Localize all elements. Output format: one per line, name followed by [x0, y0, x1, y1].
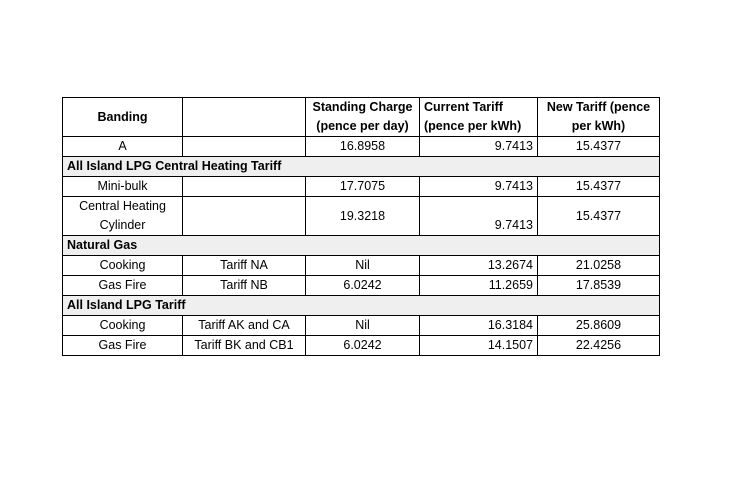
- cell-banding: Cooking: [63, 256, 183, 276]
- table-row: [63, 336, 660, 356]
- section-row: [63, 157, 660, 177]
- cell-current-tariff: 11.2659: [420, 276, 538, 296]
- header-current-tariff-line2: (pence per kWh): [424, 119, 522, 133]
- cell-tariff-code: [183, 197, 306, 236]
- cell-banding: Cooking: [63, 316, 183, 336]
- section-row: [63, 296, 660, 316]
- cell-standing-charge: Nil: [306, 316, 420, 336]
- section-row: [63, 236, 660, 256]
- cell-new-tariff: 15.4377: [538, 197, 660, 236]
- cell-banding: Gas Fire: [63, 276, 183, 296]
- cell-new-tariff: 21.0258: [538, 256, 660, 276]
- cell-standing-charge: 6.0242: [306, 276, 420, 296]
- cell-tariff-code: [183, 137, 306, 157]
- cell-tariff-code: Tariff NA: [183, 256, 306, 276]
- cell-tariff-code: Tariff AK and CA: [183, 316, 306, 336]
- cell-current-tariff: 9.7413: [420, 137, 538, 157]
- header-current-tariff: [420, 98, 538, 137]
- cell-banding: A: [63, 137, 183, 157]
- cell-current-tariff: 9.7413: [420, 197, 538, 236]
- header-new-tariff-line1: New Tariff (pence: [546, 100, 651, 114]
- cell-standing-charge: 16.8958: [306, 137, 420, 157]
- header-standing-charge: [306, 98, 420, 137]
- table-row: [63, 256, 660, 276]
- cell-new-tariff: 15.4377: [538, 137, 660, 157]
- cell-standing-charge: Nil: [306, 256, 420, 276]
- cell-new-tariff: 17.8539: [538, 276, 660, 296]
- table-row: [63, 197, 660, 236]
- header-new-tariff: [538, 98, 660, 137]
- table-row: [63, 276, 660, 296]
- cell-new-tariff: 15.4377: [538, 177, 660, 197]
- cell-current-tariff: 14.1507: [420, 336, 538, 356]
- table-row: [63, 177, 660, 197]
- section-blank: [420, 236, 660, 256]
- cell-new-tariff: 22.4256: [538, 336, 660, 356]
- section-title: All Island LPG Tariff: [63, 296, 420, 316]
- header-tariff-code: [183, 98, 306, 137]
- section-title: Natural Gas: [63, 236, 420, 256]
- table-row: [63, 316, 660, 336]
- cell-banding: Mini-bulk: [63, 177, 183, 197]
- header-new-tariff-line2: per kWh): [571, 119, 626, 133]
- header-row: [63, 98, 660, 137]
- table-row: [63, 137, 660, 157]
- header-standing-charge-line1: Standing Charge: [312, 100, 413, 114]
- cell-standing-charge: 19.3218: [306, 197, 420, 236]
- cell-standing-charge: 6.0242: [306, 336, 420, 356]
- cell-standing-charge: 17.7075: [306, 177, 420, 197]
- cell-current-tariff: 16.3184: [420, 316, 538, 336]
- tariff-table: [62, 97, 660, 356]
- cell-banding: [63, 197, 183, 236]
- cell-tariff-code: Tariff NB: [183, 276, 306, 296]
- header-banding: Banding: [63, 98, 183, 137]
- header-standing-charge-line2: (pence per day): [316, 119, 409, 133]
- section-blank: [420, 157, 660, 177]
- cell-current-tariff: 13.2674: [420, 256, 538, 276]
- cell-banding: Gas Fire: [63, 336, 183, 356]
- section-blank: [420, 296, 660, 316]
- cell-tariff-code: Tariff BK and CB1: [183, 336, 306, 356]
- cell-banding-line2: Cylinder: [99, 218, 146, 232]
- header-current-tariff-line1: Current Tariff: [424, 100, 503, 114]
- cell-banding-line1: Central Heating: [79, 199, 166, 213]
- cell-tariff-code: [183, 177, 306, 197]
- section-title: All Island LPG Central Heating Tariff: [63, 157, 420, 177]
- cell-current-tariff: 9.7413: [420, 177, 538, 197]
- cell-new-tariff: 25.8609: [538, 316, 660, 336]
